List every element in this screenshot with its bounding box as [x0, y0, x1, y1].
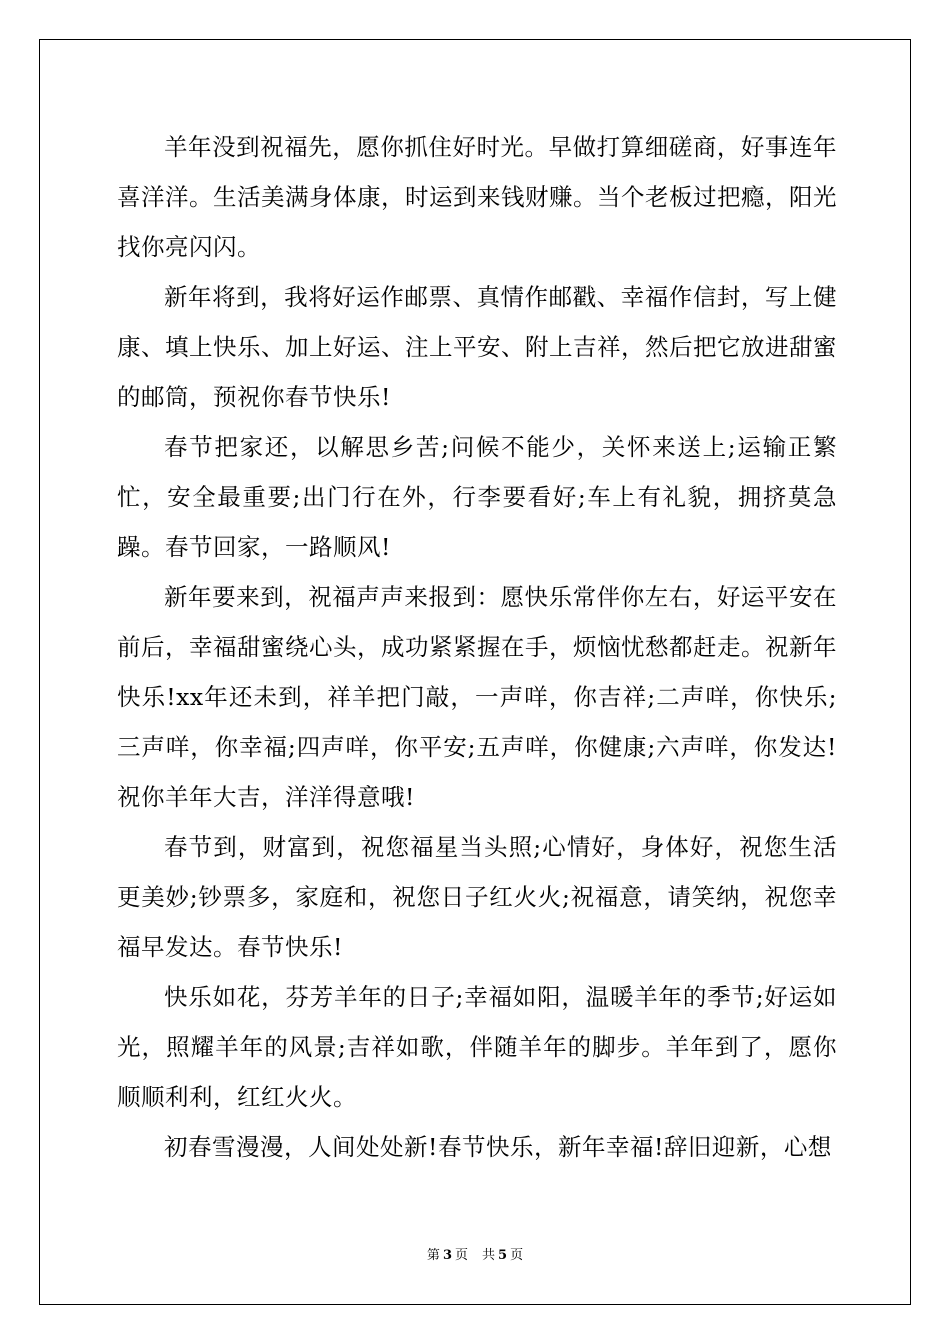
paragraph-5: 春节到，财富到，祝您福星当头照;心情好，身体好，祝您生活更美妙;钞票多，家庭和，祝您日子红火火;祝福意，请笑纳，祝您幸福早发达。春节快乐!: [117, 833, 837, 961]
footer-page-suffix: 页: [454, 1248, 468, 1263]
current-page-number: 3: [442, 1248, 452, 1263]
page-footer: [0, 1246, 950, 1266]
footer-total-suffix: 页: [510, 1248, 524, 1263]
paragraph-2: 新年将到，我将好运作邮票、真情作邮戳、幸福作信封，写上健康、填上快乐、加上好运、注上平安、附上吉祥，然后把它放进甜蜜的邮筒，预祝你春节快乐!: [117, 283, 837, 411]
footer-total-prefix: 共: [482, 1248, 496, 1263]
footer-prefix: 第: [426, 1248, 440, 1263]
paragraph-1: 羊年没到祝福先，愿你抓住好时光。早做打算细磋商，好事连年喜洋洋。生活美满身体康，时运到来钱财赚。当个老板过把瘾，阳光找你亮闪闪。: [117, 133, 837, 261]
paragraph-3: 春节把家还，以解思乡苦;问候不能少，关怀来送上;运输正繁忙，安全最重要;出门行在外，行李要看好;车上有礼貌，拥挤莫急躁。春节回家，一路顺风!: [117, 433, 837, 561]
paragraph-7: 初春雪漫漫，人间处处新!春节快乐，新年幸福!辞旧迎新，心想: [164, 1133, 832, 1161]
document-body: [117, 122, 837, 1172]
paragraph-4: 新年要来到，祝福声声来报到：愿快乐常伴你左右，好运平安在前后，幸福甜蜜绕心头，成功紧紧握在手，烦恼忧愁都赶走。祝新年快乐!xx年还未到，祥羊把门敲，一声咩，你吉祥;二声咩，你快乐;三声咩，你幸福;四声咩，你平安;五声咩，你健康;六声咩，你发达!祝你羊年大吉，洋洋得意哦!: [117, 583, 837, 811]
paragraph-6: 快乐如花，芬芳羊年的日子;幸福如阳，温暖羊年的季节;好运如光，照耀羊年的风景;吉祥如歌，伴随羊年的脚步。羊年到了，愿你顺顺利利，红红火火。: [117, 983, 837, 1111]
total-page-number: 5: [498, 1248, 508, 1263]
